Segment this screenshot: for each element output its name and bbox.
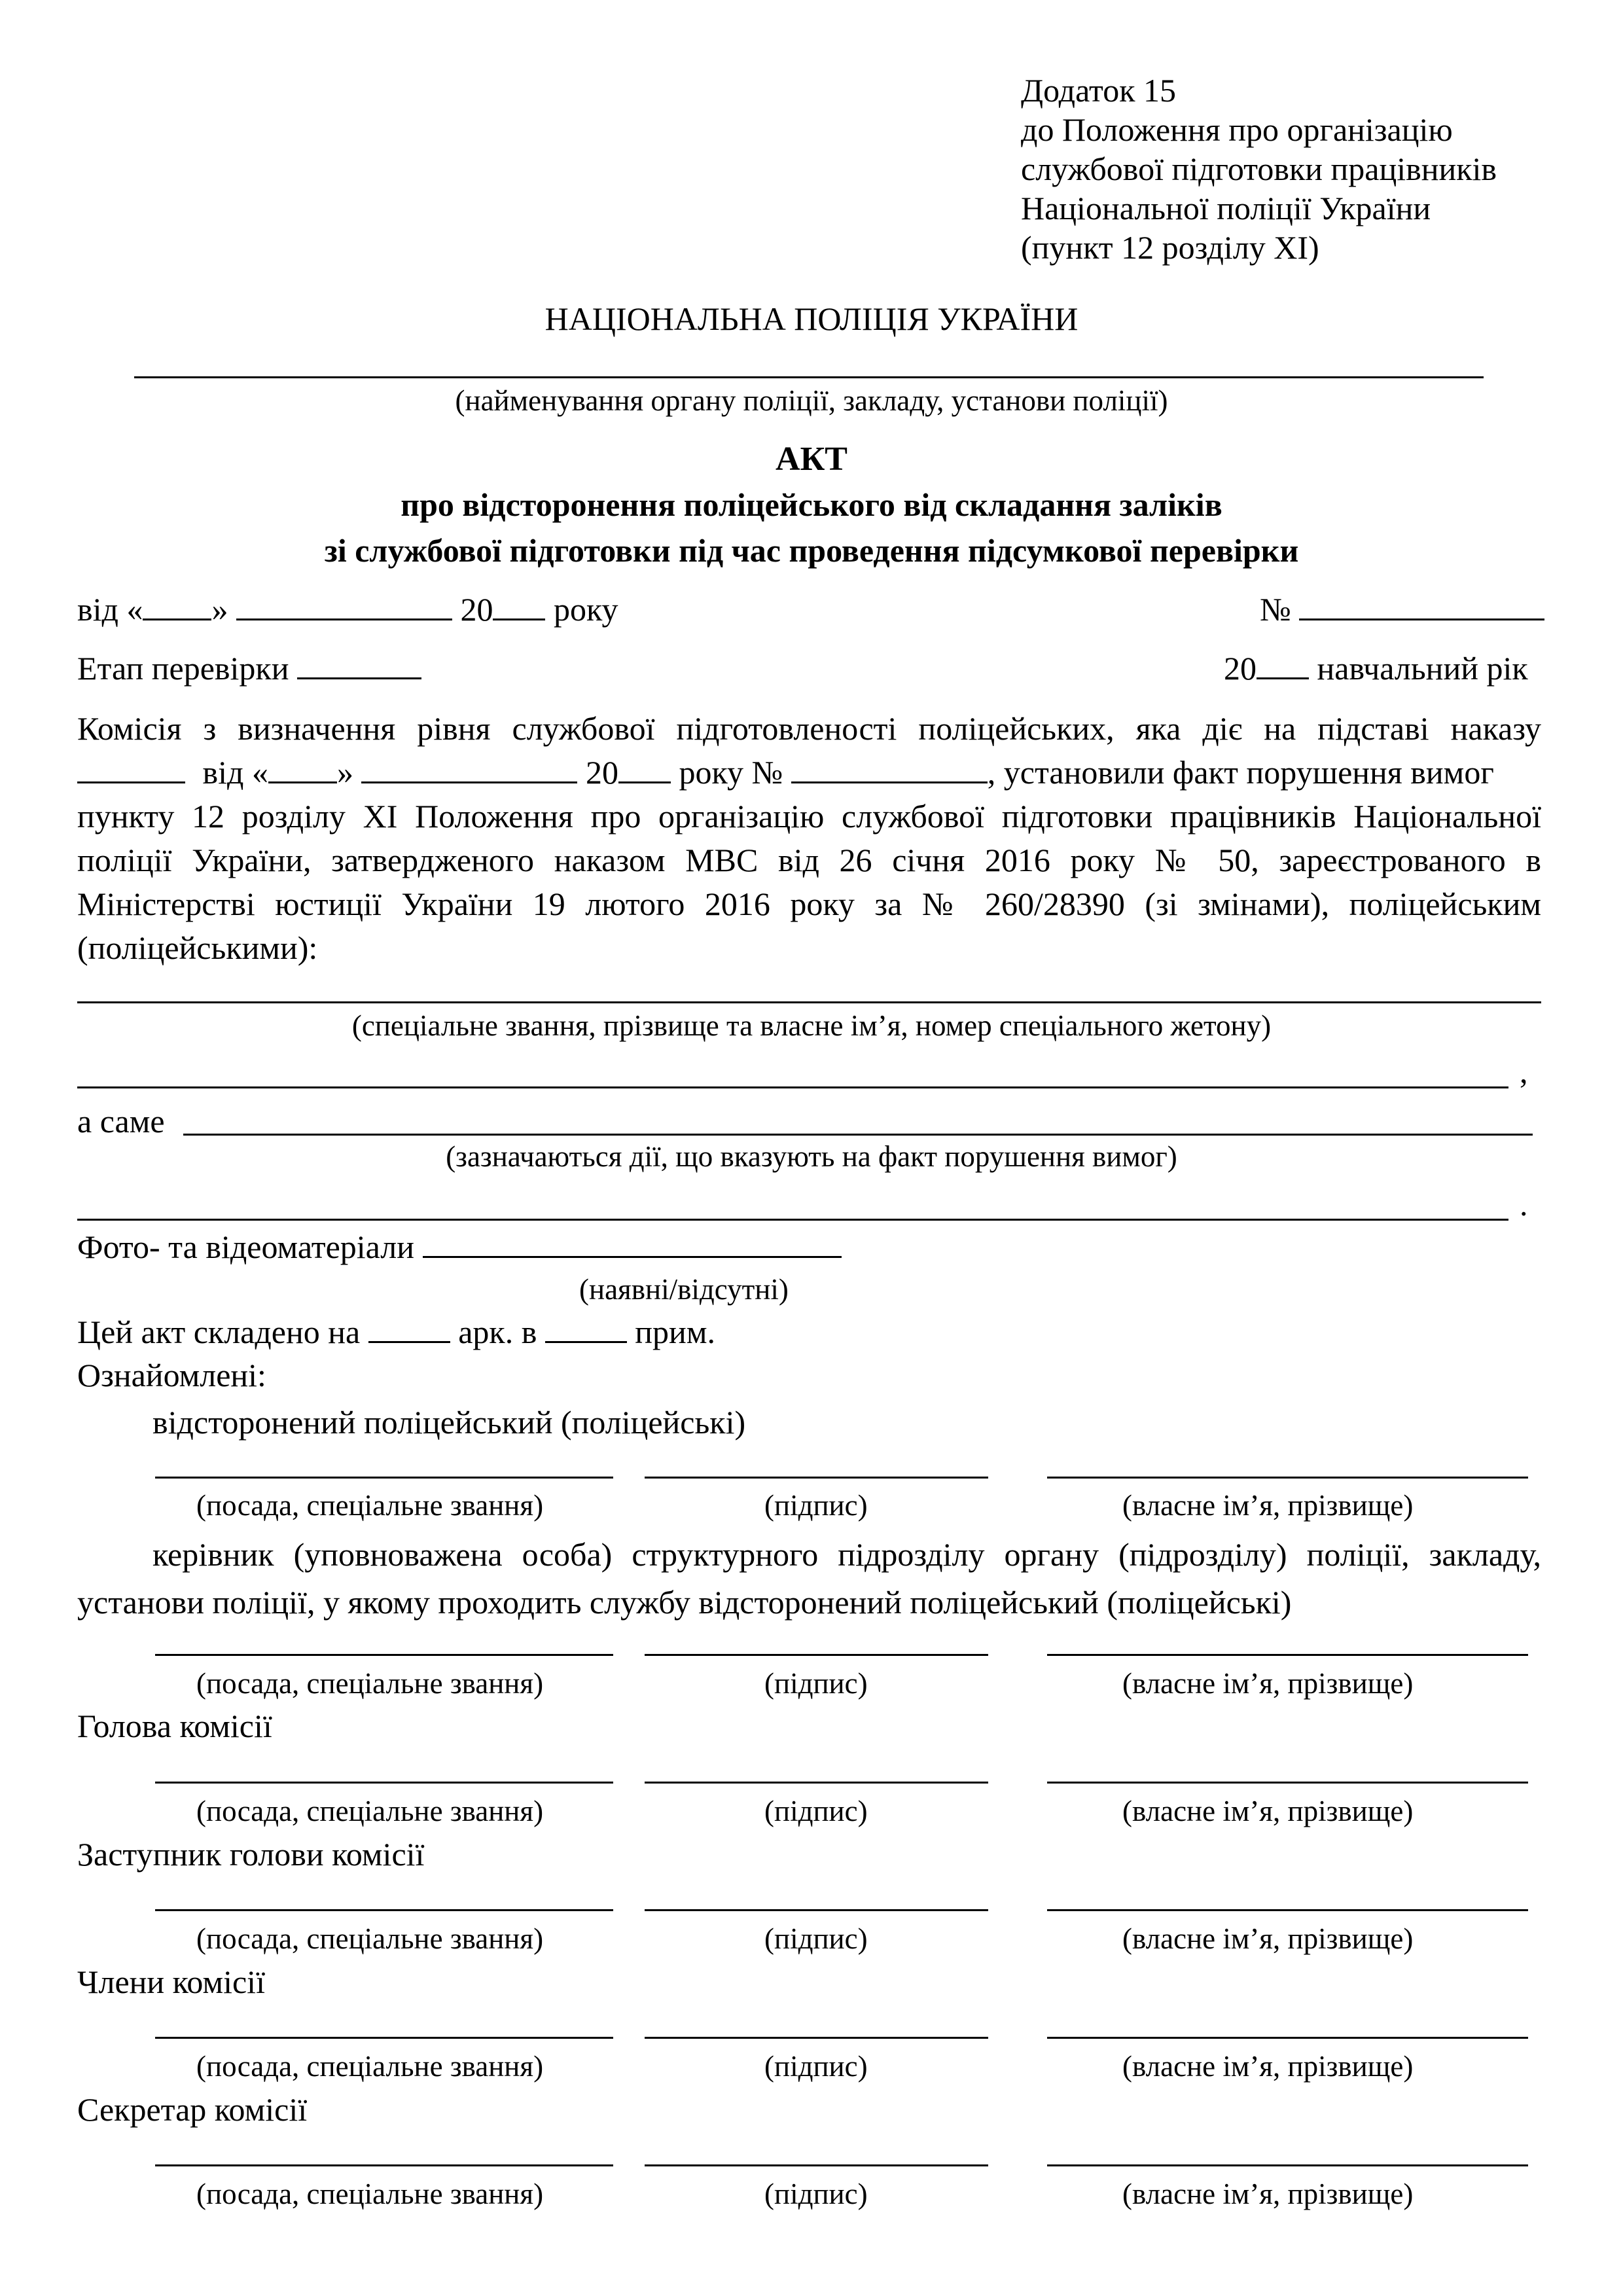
academic-year-label: навчальний рік	[1317, 650, 1528, 687]
sig4-position-line[interactable]	[155, 1909, 613, 1911]
order-number-field[interactable]	[77, 781, 185, 783]
sig3-signature-caption: (підпис)	[764, 1795, 868, 1827]
appendix-line: Національної поліції України	[1021, 190, 1431, 226]
sig6-signature-caption: (підпис)	[764, 2178, 868, 2210]
order-reg-number-field[interactable]	[791, 781, 988, 783]
sig5-position-line[interactable]	[155, 2037, 613, 2039]
body-line-3: пункту 12 розділу XI Положення про організацію службової підготовки працівників Національної	[77, 798, 1541, 834]
sig4-name-line[interactable]	[1047, 1909, 1528, 1911]
body-line-1: Комісія з визначення рівня службової підготовленості поліцейських, яка діє на підставі наказу	[77, 710, 1541, 747]
media-row	[77, 1230, 842, 1263]
head-line-1: керівник (уповноважена особа) структурного підрозділу органу (підрозділу) поліції, закладу,	[152, 1536, 1541, 1573]
order-day-field[interactable]	[268, 781, 337, 783]
body-line-4: поліції України, затвердженого наказом МВС від 26 січня 2016 року № 50, зареєстрованого в	[77, 842, 1541, 878]
date-close-quote: »	[211, 591, 228, 628]
document-subtitle-line1: про відсторонення поліцейського від складання заліків	[401, 486, 1222, 523]
sig4-signature-line[interactable]	[645, 1909, 988, 1911]
order-year-suffix: року №	[679, 754, 783, 791]
sig6-name-line[interactable]	[1047, 2164, 1528, 2166]
sig5-signature-caption: (підпис)	[764, 2050, 868, 2083]
deputy-label: Заступник голови комісії	[77, 1836, 425, 1873]
sig1-signature-caption: (підпис)	[764, 1489, 868, 1522]
acquainted-label: Ознайомлені:	[77, 1357, 266, 1393]
order-month-field[interactable]	[361, 781, 577, 783]
date-row	[77, 593, 618, 626]
violation-caption: (зазначаються дії, що вказують на факт порушення вимог)	[446, 1140, 1177, 1173]
appendix-block	[1021, 71, 1497, 267]
body-line-2	[77, 756, 1494, 789]
sig2-name-line[interactable]	[1047, 1654, 1528, 1656]
officer-caption: (спеціальне звання, прізвище та власне ім’я, номер спеціального жетону)	[351, 1009, 1272, 1042]
officer-comma: ,	[1520, 1053, 1528, 1090]
sig2-position-line[interactable]	[155, 1654, 613, 1656]
sig6-signature-line[interactable]	[645, 2164, 988, 2166]
copies-count-field[interactable]	[545, 1340, 627, 1343]
sig3-name-caption: (власне ім’я, прізвище)	[1122, 1795, 1414, 1827]
body-line-5: Міністерстві юстиції України 19 лютого 2016 року за № 260/28390 (зі змінами), поліцейським	[77, 886, 1541, 922]
document-subtitle-line2: зі службової підготовки під час проведення підсумкової перевірки	[324, 532, 1299, 569]
sig4-position-caption: (посада, спеціальне звання)	[196, 1922, 544, 1955]
violation-line-1[interactable]	[183, 1134, 1533, 1136]
day-field[interactable]	[143, 618, 211, 620]
act-number-field[interactable]	[1299, 618, 1544, 620]
media-caption: (наявні/відсутні)	[579, 1273, 789, 1306]
order-year-prefix: 20	[585, 754, 618, 791]
appendix-line: до Положення про організацію	[1021, 111, 1453, 148]
stage-row	[77, 652, 421, 685]
sig3-signature-line[interactable]	[645, 1782, 988, 1784]
academic-year-field[interactable]	[1257, 677, 1309, 679]
sig2-signature-caption: (підпис)	[764, 1667, 868, 1700]
sig5-name-caption: (власне ім’я, прізвище)	[1122, 2050, 1414, 2083]
secretary-label: Секретар комісії	[77, 2091, 308, 2128]
copies-prefix: Цей акт складено на	[77, 1314, 361, 1350]
order-from-label: від «	[202, 754, 268, 791]
sig1-signature-line[interactable]	[645, 1477, 988, 1479]
violation-period: .	[1520, 1186, 1528, 1223]
sig2-name-caption: (власне ім’я, прізвище)	[1122, 1667, 1414, 1700]
copies-row	[77, 1316, 715, 1348]
appendix-line: (пункт 12 розділу XI)	[1021, 229, 1319, 266]
date-from-label: від «	[77, 591, 143, 628]
sig2-signature-line[interactable]	[645, 1654, 988, 1656]
sig1-name-line[interactable]	[1047, 1477, 1528, 1479]
organization-caption: (найменування органу поліції, закладу, установи поліції)	[455, 384, 1168, 417]
academic-year-prefix: 20	[1224, 650, 1257, 687]
organization-name-line[interactable]	[134, 376, 1484, 378]
officer-line-2[interactable]	[77, 1086, 1508, 1088]
sig5-name-line[interactable]	[1047, 2037, 1528, 2039]
year-suffix: року	[553, 591, 618, 628]
stage-field[interactable]	[297, 677, 421, 679]
sig1-name-caption: (власне ім’я, прізвище)	[1122, 1489, 1414, 1522]
head-line-2: установи поліції, у якому проходить службу відсторонений поліцейський (поліцейські)	[77, 1584, 1292, 1621]
organization-title: НАЦІОНАЛЬНА ПОЛІЦІЯ УКРАЇНИ	[544, 300, 1079, 337]
body-line-6: (поліцейськими):	[77, 929, 318, 966]
appendix-line: Додаток 15	[1021, 72, 1176, 109]
year-field[interactable]	[493, 618, 545, 620]
year-prefix: 20	[460, 591, 493, 628]
order-close-quote: »	[336, 754, 353, 791]
sig2-position-caption: (посада, спеціальне звання)	[196, 1667, 544, 1700]
act-number	[1260, 593, 1544, 626]
sig1-position-line[interactable]	[155, 1477, 613, 1479]
sig6-name-caption: (власне ім’я, прізвище)	[1122, 2178, 1414, 2210]
sig1-position-caption: (посада, спеціальне звання)	[196, 1489, 544, 1522]
violation-line-2[interactable]	[77, 1219, 1508, 1221]
month-field[interactable]	[236, 618, 452, 620]
copies-sheets-label: арк. в	[458, 1314, 537, 1350]
sig5-signature-line[interactable]	[645, 2037, 988, 2039]
document-title: АКТ	[776, 440, 847, 478]
media-field[interactable]	[423, 1255, 842, 1258]
sig6-position-line[interactable]	[155, 2164, 613, 2166]
sig4-signature-caption: (підпис)	[764, 1922, 868, 1955]
media-label: Фото- та відеоматеріали	[77, 1229, 414, 1265]
copies-label: прим.	[635, 1314, 715, 1350]
appendix-line: службової підготовки працівників	[1021, 151, 1497, 187]
sheets-field[interactable]	[368, 1340, 450, 1343]
chair-label: Голова комісії	[77, 1708, 272, 1744]
violation-label: а саме	[77, 1103, 165, 1139]
suspended-officer-label: відсторонений поліцейський (поліцейські)	[152, 1404, 746, 1441]
academic-year	[1224, 652, 1528, 685]
number-label: №	[1260, 591, 1291, 628]
sig3-position-caption: (посада, спеціальне звання)	[196, 1795, 544, 1827]
sig6-position-caption: (посада, спеціальне звання)	[196, 2178, 544, 2210]
order-year-field[interactable]	[618, 781, 671, 783]
body-line-2-end: , установили факт порушення вимог	[987, 754, 1494, 791]
sig3-name-line[interactable]	[1047, 1782, 1528, 1784]
members-label: Члени комісії	[77, 1964, 265, 2000]
stage-label: Етап перевірки	[77, 650, 289, 687]
sig5-position-caption: (посада, спеціальне звання)	[196, 2050, 544, 2083]
sig4-name-caption: (власне ім’я, прізвище)	[1122, 1922, 1414, 1955]
officer-line-1[interactable]	[77, 1001, 1541, 1003]
sig3-position-line[interactable]	[155, 1782, 613, 1784]
